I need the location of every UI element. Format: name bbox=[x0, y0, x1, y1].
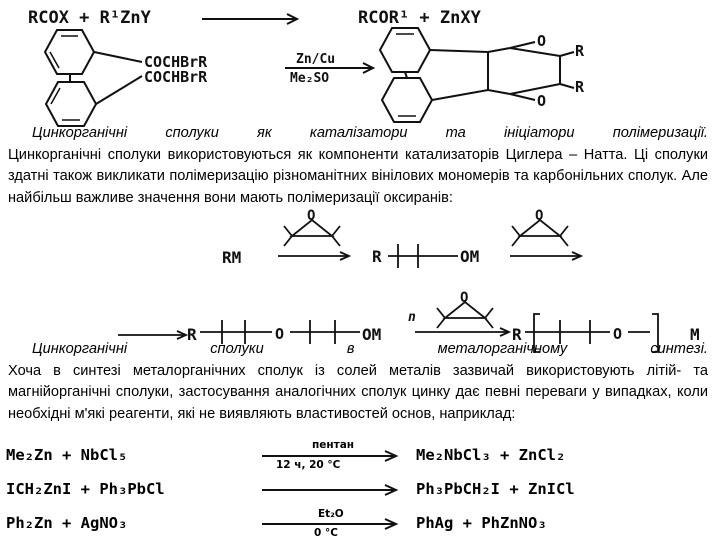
chain-om-1: OM bbox=[460, 247, 480, 266]
substituent-1: COCHBrR bbox=[144, 53, 208, 71]
equation-3-right: PhAg + PhZnNO₃ bbox=[416, 514, 547, 532]
section-title-catalysts: Цинкорганічні сполуки як каталізатори та ініціатори полімеризації. bbox=[32, 125, 708, 141]
chain-r-3: R bbox=[512, 325, 522, 344]
scheme1-eq-right: RCOR¹ + ZnXY bbox=[358, 8, 481, 28]
epoxide-o-3: O bbox=[460, 290, 469, 306]
substituent-2: COCHBrR bbox=[144, 68, 208, 86]
epoxide-o-1: O bbox=[307, 208, 316, 224]
reagent-rm: RM bbox=[222, 248, 242, 267]
section-title-synthesis: Цинкорганічні сполуки в металорганічному синтезі. bbox=[32, 341, 708, 357]
carbonyl-o-1: O bbox=[537, 32, 547, 50]
equation-3-condition-top: Et₂O bbox=[318, 508, 344, 520]
scheme1-eq-left: RCOX + R¹ZnY bbox=[28, 8, 151, 28]
chain-r-2: R bbox=[187, 325, 197, 344]
paragraph-body: Цинкорганічні сполуки використовуються як компоненти катализаторів Циглера – Натта. Ці сполуки здатні також викликати полімеризацію різноманітних вінілових мономерів та карбонільних сполук. Але найбільш важливе значення вони мають полімеризації оксиранів: bbox=[8, 146, 708, 206]
paragraph-body: Хоча в синтезі металорганічних сполук із солей металів зазвичай використовують літій- та магнійорганічні сполуки, застосування аналогічних сполук цинку дає певні переваги у випадках, коли необхідні м'які реагенти, які не виявляють властивостей основ, наприклад: bbox=[8, 362, 708, 422]
equation-1-condition-top: пентан bbox=[312, 439, 355, 451]
chain-r-1: R bbox=[372, 247, 382, 266]
repeat-n: n bbox=[408, 310, 416, 325]
chain-om-2: OM bbox=[362, 325, 382, 344]
substituent-r-2: R bbox=[575, 78, 585, 96]
equation-3-left: Ph₂Zn + AgNO₃ bbox=[6, 514, 128, 532]
chain-o-2: O bbox=[613, 325, 623, 343]
equation-2-left: ICH₂ZnI + Ph₃PbCl bbox=[6, 480, 165, 498]
chain-m: M bbox=[690, 325, 700, 344]
equation-1-right: Me₂NbCl₃ + ZnCl₂ bbox=[416, 446, 566, 464]
carbonyl-o-2: O bbox=[537, 92, 547, 110]
condition-top: Zn/Cu bbox=[296, 52, 336, 67]
substituent-r-1: R bbox=[575, 42, 585, 60]
chain-o-1: O bbox=[275, 325, 285, 343]
equation-2-right: Ph₃PbCH₂I + ZnICl bbox=[416, 480, 575, 498]
epoxide-o-2: O bbox=[535, 208, 544, 224]
condition-bottom: Me₂SO bbox=[290, 71, 330, 86]
equation-3-condition-bottom: 0 °C bbox=[314, 527, 338, 539]
equation-1-left: Me₂Zn + NbCl₅ bbox=[6, 446, 128, 464]
equation-1-condition-bottom: 12 ч, 20 °C bbox=[276, 459, 341, 471]
